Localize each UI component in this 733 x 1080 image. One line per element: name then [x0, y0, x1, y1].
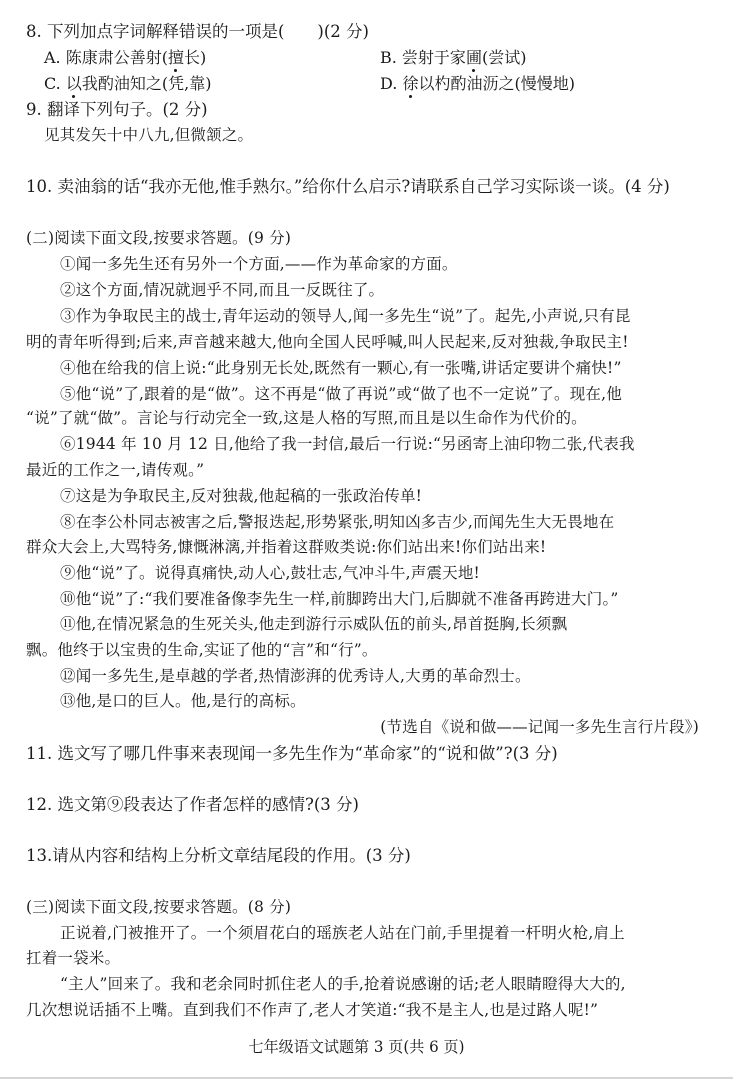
section-2-source: (节选自《说和做——记闻一多先生言行片段》): [380, 718, 699, 736]
section-2-line: ③作为争取民主的战士,青年运动的领导人,闻一多先生“说”了。起先,小声说,只有昆: [60, 307, 631, 325]
section-2-heading: (二)阅读下面文段,按要求答题。(9 分): [26, 229, 292, 247]
option-c-dotted: 以: [65, 74, 82, 93]
section-2-line: 飘。他终于以宝贵的生命,实证了他的“言”和“行”。: [26, 641, 378, 659]
option-a-pre: A. 陈康肃公善射(: [44, 48, 168, 67]
q8-option-b: [380, 50, 526, 66]
option-d-dotted: 徐: [402, 74, 419, 93]
section-2-line: ⑧在李公朴同志被害之后,警报迭起,形势紧张,明知凶多吉少,而闻先生大无畏地在: [60, 513, 615, 531]
option-c-pre: C.: [44, 74, 66, 93]
option-c-post: 我酌油知之(凭,靠): [81, 74, 212, 93]
section-2-line: ④他在给我的信上说:“此身别无长处,既然有一颗心,有一张嘴,讲话定要讲个痛快!”: [60, 359, 622, 377]
section-2-line: ⑥1944 年 10 月 12 日,他给了我一封信,最后一行说:“另函寄上油印物二张,代表我: [60, 435, 635, 453]
section-3-heading: (三)阅读下面文段,按要求答题。(8 分): [26, 898, 292, 916]
question-12: 12. 选文第⑨段表达了作者怎样的感情?(3 分): [26, 795, 359, 814]
section-2-line: ⑪他,在情况紧急的生死关头,他走到游行示威队伍的前头,昂首挺胸,长须飘: [60, 615, 568, 633]
question-10: 10. 卖油翁的话“我亦无他,惟手熟尔。”给你什么启示?请联系自己学习实际谈一谈。(4 分): [26, 177, 670, 196]
section-2-line: ⑩他“说”了:“我们要准备像李先生一样,前脚跨出大门,后脚就不准备再跨进大门。”: [60, 590, 619, 608]
section-2-line: ⑦这是为争取民主,反对独裁,他起稿的一张政治传单!: [60, 487, 423, 505]
section-2-line: ②这个方面,情况就迥乎不同,而且一反既往了。: [60, 281, 385, 299]
question-8-stem: 8. 下列加点字词解释错误的一项是( )(2 分): [26, 22, 369, 41]
section-2-line: “说”了就“做”。言论与行动完全一致,这是人格的写照,而且是以生命作为代价的。: [26, 409, 587, 427]
q8-option-a: [44, 50, 206, 66]
section-2-line: ⑤他“说”了,跟着的是“做”。这不再是“做了再说”或“做了也不一定说”了。现在,他: [60, 385, 622, 403]
option-d-pre: D.: [380, 74, 403, 93]
option-b-pre: B. 尝射于家: [380, 48, 466, 67]
section-3-line: 几次想说话插不上嘴。直到我们不作声了,老人才笑道:“我不是主人,也是过路人呢!”: [26, 1001, 599, 1019]
question-9-stem: 9. 翻译下列句子。(2 分): [26, 100, 208, 119]
section-2-line: ⑨他“说”了。说得真痛快,动人心,鼓壮志,气冲斗牛,声震天地!: [60, 564, 480, 582]
bottom-rule: [0, 1077, 733, 1079]
section-3-line: “主人”回来了。我和老余同时抓住老人的手,抢着说感谢的话;老人眼睛瞪得大大的,: [60, 975, 626, 993]
question-9-sentence: 见其发矢十中八九,但微颔之。: [44, 126, 254, 144]
section-2-line: ⑫闻一多先生,是卓越的学者,热情澎湃的优秀诗人,大勇的革命烈士。: [60, 667, 531, 685]
section-2-line: 最近的工作之一,请传观。”: [26, 461, 205, 479]
section-3-line: 扛着一袋米。: [26, 949, 121, 967]
option-b-post: (尝试): [481, 48, 527, 67]
q8-option-d: [380, 76, 575, 92]
section-2-line: ⑬他,是口的巨人。他,是行的高标。: [60, 692, 306, 710]
section-3-line: 正说着,门被推开了。一个须眉花白的瑶族老人站在门前,手里提着一杆明火枪,肩上: [60, 924, 625, 942]
option-a-dotted: 擅: [167, 48, 184, 67]
option-b-dotted: 圃: [465, 48, 482, 67]
page-footer: 七年级语文试题第 3 页(共 6 页): [248, 1038, 465, 1056]
question-13: 13.请从内容和结构上分析文章结尾段的作用。(3 分): [26, 846, 411, 865]
section-2-line: 明的青年听得到;后来,声音越来越大,他向全国人民呼喊,叫人民起来,反对独裁,争取民主!: [26, 333, 629, 351]
section-2-line: 群众大会上,大骂特务,慷慨淋漓,并指着这群败类说:你们站出来!你们站出来!: [26, 538, 547, 556]
question-11: 11. 选文写了哪几件事来表现闻一多先生作为“革命家”的“说和做”?(3 分): [26, 744, 558, 763]
section-2-line: ①闻一多先生还有另外一个方面,——作为革命家的方面。: [60, 255, 458, 273]
q8-option-c: [44, 76, 211, 92]
option-a-post: 长): [184, 48, 207, 67]
option-d-post: 以杓酌油沥之(慢慢地): [418, 74, 575, 93]
